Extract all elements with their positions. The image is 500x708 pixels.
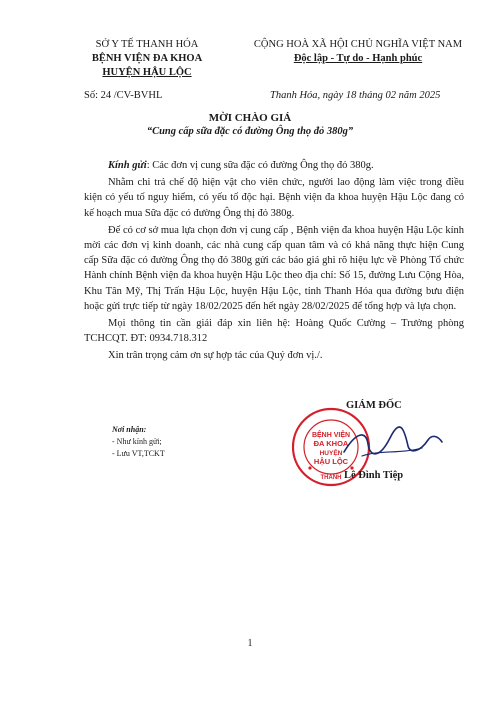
recipient-item: - Lưu VT,TCKT [112, 449, 165, 458]
national-header-block [238, 38, 478, 66]
signer-name: Lê Đình Tiệp [344, 470, 404, 481]
paragraph-purpose: Nhằm chi trả chế độ hiện vật cho viên chức, người lao động làm việc trong điều kiện có yếu tố nguy hiểm, có yếu tố độc hại. Bệnh viện đa khoa huyện Hậu Lộc đang có kế hoạch mua Sữa đặc có đường Ông thị đỏ 380g. [84, 177, 464, 219]
stamp-line: ĐA KHOA [313, 439, 349, 448]
recipient-item: - Như kính gửi; [112, 437, 162, 446]
stamp-line: HUYỆN [319, 450, 343, 457]
stamp-ring-text: THANH [320, 475, 342, 481]
document-number: Số: 24 /CV-BVHL [84, 90, 163, 101]
recipients-label: Nơi nhận: [112, 425, 147, 434]
national-motto: Độc lập - Tự do - Hạnh phúc [293, 53, 423, 64]
issuing-agency-block [62, 38, 232, 80]
document-title: MỜI CHÀO GIÁ [208, 112, 292, 124]
document-subtitle: “Cung cấp sữa đặc có đường Ông thọ đỏ 380g” [146, 126, 354, 137]
page-number: 1 [247, 638, 253, 649]
signer-title: GIÁM ĐỐC [346, 400, 402, 411]
kinh-gui-text: : Các đơn vị cung sữa đặc có đường Ông thọ đỏ 380g. [146, 160, 374, 171]
place-date: Thanh Hóa, ngày 18 tháng 02 năm 2025 [270, 90, 441, 101]
country-name: CỘNG HOÀ XÃ HỘI CHỦ NGHĨA VIỆT NAM [253, 39, 463, 50]
hospital-name-line1: BỆNH VIỆN ĐA KHOA [91, 53, 203, 64]
hospital-name-line2: HUYỆN HẬU LỘC [102, 67, 192, 78]
recipients-block [112, 424, 165, 460]
stamp-line: HẬU LỘC [313, 457, 349, 466]
addressee-line [84, 158, 464, 173]
paragraph-thanks: Xin trân trọng cảm ơn sự hợp tác của Quý đơn vị./. [108, 350, 323, 362]
kinh-gui-label: Kính gửi [108, 160, 147, 171]
paragraph-invitation: Để có cơ sở mua lựa chọn đơn vị cung cấp , Bệnh viện đa khoa huyện Hậu Lộc kính mời các đơn vị kinh doanh, các nhà cung cấp quan tâm và có khả năng thực hiện Cung cấp Sữa đặc có đường Ông thọ đỏ 380g gửi các báo giá ghi rõ hiệu lực về Phòng Tổ chức Hành chính Bệnh viện đa khoa huyện Hậu Lộc theo địa chỉ: Số 15, đường Lưu Cộng Hòa, Khu Tân Mỹ, Thị Trấn Hậu Lộc, huyện Hậu Lộc, tỉnh Thanh Hóa qua đường bưu điện hoặc gửi trực tiếp từ ngày 18/02/2025 đến hết ngày 28/02/2025 để tổng hợp và lựa chọn. [84, 224, 464, 312]
paragraph-contact: Mọi thông tin cần giải đáp xin liên hệ: Hoàng Quốc Cường – Trưởng phòng TCHCQT. ĐT: 0934.718.312 [84, 318, 464, 345]
handwritten-signature [338, 424, 448, 464]
ministry-name: SỞ Y TẾ THANH HÓA [95, 39, 199, 50]
stamp-line: BỆNH VIỆN [311, 432, 351, 439]
letter-body [84, 158, 464, 366]
